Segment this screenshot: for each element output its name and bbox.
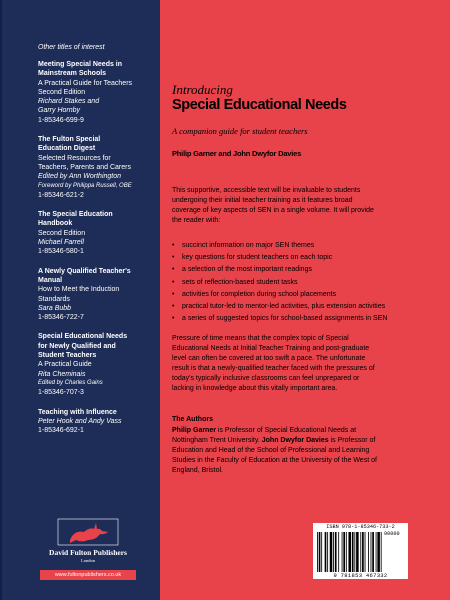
- book-subtitle-main: A companion guide for student teachers: [172, 126, 308, 136]
- book-author: Garry Hornby: [38, 107, 81, 115]
- book-title: Mainstream Schools: [38, 70, 107, 78]
- book-subtitle: Selected Resources for: [38, 154, 111, 162]
- text-line: the reader with:: [172, 217, 221, 225]
- book-isbn: 1-85346-692-1: [38, 427, 84, 435]
- book-edition: Second Edition: [38, 88, 86, 96]
- author-name: John Dwyfor Davies: [261, 437, 329, 445]
- book-title: Manual: [38, 276, 63, 284]
- ean-number: 9 781853 467332: [333, 572, 388, 579]
- text-line: result is that a newly-qualified teacher faced with the pressures of: [172, 365, 375, 373]
- book-title: The Fulton Special: [38, 136, 101, 144]
- author-bio: is Professor of: [328, 437, 376, 445]
- text-line: England, Bristol.: [172, 467, 223, 475]
- book-isbn: 1-85346-707-3: [38, 389, 84, 397]
- book-foreword: Foreword by Philippa Russell, OBE: [38, 182, 132, 189]
- book-isbn: 1-85346-621-2: [38, 191, 84, 199]
- text-line: Studies in the Faculty of Education at the University of the West of: [172, 457, 377, 465]
- list-item: • sets of reflection-based student tasks: [172, 277, 434, 289]
- list-item: • a selection of the most important readings: [172, 264, 434, 276]
- authors-heading: The Authors: [172, 416, 213, 423]
- spine-edge: [0, 0, 2, 600]
- book-title: Handbook: [38, 220, 73, 228]
- book-title: The Special Education: [38, 211, 113, 219]
- list-item: • key questions for student teachers on each topic: [172, 252, 434, 264]
- list-item: • activities for completion during school placements: [172, 289, 434, 301]
- text-line: lacking in knowledge about this vitally important area.: [172, 385, 338, 393]
- book-subtitle: How to Meet the Induction: [38, 286, 120, 294]
- book-editor: Edited by Ann Worthington: [38, 173, 122, 181]
- book-entry: [38, 135, 156, 200]
- price-code: 90000: [384, 531, 400, 537]
- book-entry: [38, 332, 156, 397]
- text-line: undergoing their initial teacher training as it features broad: [172, 197, 353, 205]
- book-author: Michael Farrell: [38, 239, 84, 247]
- text-line: level can often be covered at too swift a pace. The unfortunate: [172, 355, 366, 363]
- text-line: Education and Head of the School of Professional and Learning: [172, 447, 370, 455]
- book-title: Special Educational Needs: [38, 333, 128, 341]
- book-authors: Philip Garner and John Dwyfor Davies: [172, 149, 302, 158]
- book-author: Rita Cheminais: [38, 370, 86, 378]
- text-line: [172, 436, 410, 446]
- book-entry: [38, 60, 156, 125]
- left-panel: [0, 0, 160, 600]
- text-line: Educational Needs at Initial Teacher Training and post-graduate: [172, 345, 370, 353]
- book-entry: [38, 210, 156, 256]
- book-isbn: 1-85346-699-9: [38, 116, 84, 124]
- book-subtitle: A Practical Guide: [38, 361, 92, 369]
- book-title: A Newly Qualified Teacher's: [38, 267, 131, 275]
- book-isbn: 1-85346-580-1: [38, 248, 84, 256]
- book-author: Sara Bubb: [38, 304, 72, 312]
- text-line: today's typically inclusive classrooms can feel unprepared or: [172, 375, 360, 383]
- book-main-title: Special Educational Needs: [172, 97, 347, 113]
- author-bio: Nottingham Trent University.: [172, 437, 262, 445]
- author-name: Philip Garner: [172, 427, 216, 434]
- text-line: [172, 426, 410, 436]
- book-editor: Edited by Charles Gains: [38, 379, 103, 386]
- barcode-box: [313, 523, 408, 579]
- book-edition: Second Edition: [38, 229, 86, 237]
- book-title: Teaching with Influence: [38, 408, 117, 416]
- list-item: • practical tutor-led to mentor-led activities, plus extension activities: [172, 301, 434, 313]
- book-title: Education Digest: [38, 145, 96, 153]
- text-line: coverage of key aspects of SEN in a single volume. It will provide: [172, 207, 374, 215]
- publisher-city: London: [81, 558, 95, 563]
- publisher-name: David Fulton Publishers: [49, 548, 127, 557]
- book-title: Student Teachers: [38, 352, 97, 360]
- book-subtitle: A Practical Guide for Teachers: [38, 79, 133, 87]
- barcode-icon: [317, 532, 405, 572]
- isbn-label: ISBN 978-1-85346-733-2: [326, 524, 395, 530]
- book-isbn: 1-85346-722-7: [38, 314, 84, 322]
- book-title: Meeting Special Needs in: [38, 61, 123, 68]
- publisher-url: www.fultonpublishers.co.uk: [40, 570, 136, 580]
- book-title: for Newly Qualified and: [38, 342, 116, 350]
- author-bio: is Professor of Special Educational Needs at: [215, 427, 357, 434]
- intro-text: Introducing: [172, 82, 233, 97]
- authors-paragraph: [172, 426, 410, 476]
- list-item: • succinct information on major SEN themes: [172, 240, 434, 252]
- other-titles-list: [38, 60, 156, 445]
- book-author: Peter Hook and Andy Vass: [38, 417, 122, 425]
- book-entry: [38, 408, 156, 436]
- book-entry: [38, 267, 156, 323]
- book-subtitle: Standards: [38, 295, 70, 303]
- pressure-paragraph: [172, 334, 410, 395]
- hare-icon: [56, 518, 120, 548]
- publisher-logo: [38, 518, 138, 570]
- book-subtitle: Teachers, Parents and Carers: [38, 163, 131, 171]
- text-line: Pressure of time means that the complex topic of Special: [172, 335, 349, 342]
- list-item: • a series of suggested topics for school-based assignments in SEN: [172, 313, 434, 325]
- feature-list: [172, 240, 434, 325]
- text-line: This supportive, accessible text will be invaluable to students: [172, 187, 361, 194]
- description-paragraph: [172, 186, 410, 226]
- other-titles-heading: Other titles of interest: [38, 44, 105, 51]
- book-author: Richard Stakes and: [38, 98, 100, 106]
